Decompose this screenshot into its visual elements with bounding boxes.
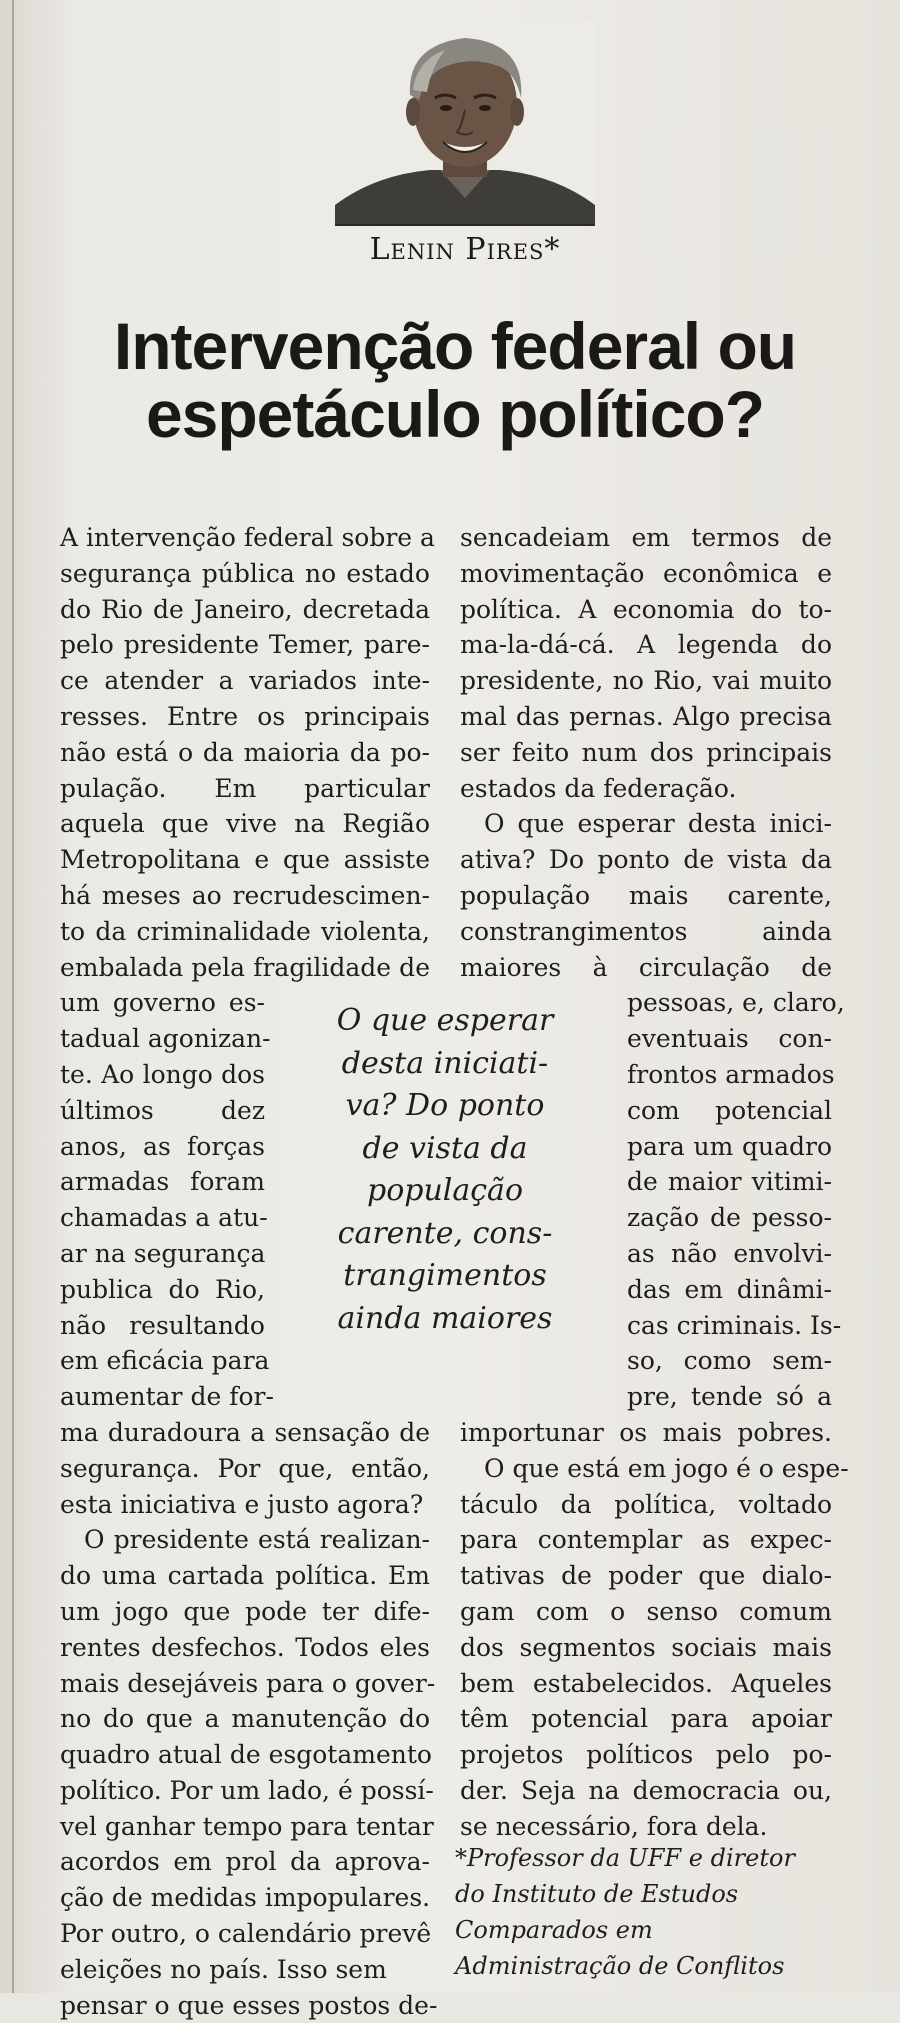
right-line: sencadeiam em termos de: [460, 523, 832, 552]
left-line: pensar o que esses postos de-: [60, 1990, 438, 2020]
left-line: aumentar de for-: [60, 1382, 274, 1412]
right-line: para um quadro: [627, 1131, 832, 1161]
left-line: O presidente está realizan-: [84, 1525, 430, 1555]
pull-quote-line: trangimentos: [343, 1258, 547, 1293]
right-line: presidente, no Rio, vai muito: [460, 666, 832, 696]
page-edge-rule: [12, 0, 14, 1993]
right-line: movimentação econômica e: [460, 558, 832, 588]
left-line: não está o da maioria da po-: [60, 737, 430, 767]
right-line: estados da federação.: [460, 773, 737, 803]
right-line: dos segmentos sociais mais: [460, 1632, 832, 1662]
author-footnote: [455, 1840, 855, 1984]
right-line: O que esperar desta inici-: [484, 809, 832, 839]
left-line: embalada pela fragilidade de: [60, 952, 430, 982]
left-line: político. Por um lado, é possí-: [60, 1775, 434, 1805]
right-line: constrangimentos ainda: [460, 916, 832, 946]
author-name: Lenin Pires*: [369, 232, 561, 267]
left-line: esta iniciativa e justo agora?: [60, 1489, 424, 1519]
left-line: anos, as forças: [60, 1131, 265, 1161]
pull-quote-line: ainda maiores: [337, 1300, 553, 1336]
photo-baseline-rule: [335, 224, 595, 226]
left-line: um governo es-: [60, 988, 265, 1018]
right-line: população mais carente,: [460, 880, 832, 910]
left-line: em eficácia para: [60, 1346, 270, 1376]
left-line: pelo presidente Temer, pare-: [60, 630, 430, 660]
right-line: de maior vitimi-: [627, 1167, 832, 1197]
right-line: tativas de poder que dialo-: [460, 1561, 832, 1591]
right-line: das em dinâmi-: [627, 1274, 832, 1304]
left-line: to da criminalidade violenta,: [60, 916, 430, 946]
left-line: segurança pública no estado: [60, 558, 430, 588]
left-line: A intervenção federal sobre a: [60, 523, 435, 552]
headline: [110, 309, 800, 451]
right-line: ser feito num dos principais: [460, 737, 832, 767]
left-line: vel ganhar tempo para tentar: [60, 1811, 434, 1841]
left-line: do uma cartada política. Em: [60, 1561, 430, 1591]
left-line: do Rio de Janeiro, decretada: [60, 594, 430, 624]
footnote-line: Administração de Conflitos: [455, 1952, 785, 1980]
left-line: aquela que vive na Região: [60, 809, 430, 839]
left-line: há meses ao recrudescimen-: [60, 880, 430, 910]
right-line: bem estabelecidos. Aqueles: [460, 1668, 832, 1698]
left-line: pulação. Em particular: [60, 773, 430, 803]
left-line: no do que a manutenção do: [60, 1704, 430, 1734]
right-line: eventuais con-: [627, 1024, 832, 1054]
pull-quote: [330, 1000, 560, 1340]
left-line: não resultando: [60, 1310, 265, 1340]
right-line: táculo da política, voltado: [460, 1489, 832, 1519]
right-line: ativa? Do ponto de vista da: [460, 845, 832, 875]
author-portrait: [335, 20, 595, 225]
pull-quote-line: va? Do ponto: [345, 1088, 545, 1123]
right-line: so, como sem-: [627, 1346, 832, 1376]
pull-quote-lines: [330, 1000, 560, 1340]
pull-quote-line: O que esperar: [336, 1003, 554, 1038]
left-line: ar na segurança: [60, 1238, 266, 1268]
right-line: têm potencial para apoiar: [460, 1704, 832, 1734]
footnote-line: Comparados em: [455, 1916, 653, 1944]
right-line: pre, tende só a: [627, 1382, 832, 1412]
left-line: chamadas a atu-: [60, 1203, 268, 1233]
right-line: zação de pesso-: [627, 1203, 832, 1233]
right-line: política. A economia do to-: [460, 594, 832, 624]
headline-line-2: espetáculo político?: [145, 377, 765, 451]
pull-quote-line: população: [366, 1173, 524, 1208]
right-line: mal das pernas. Algo precisa: [460, 701, 832, 731]
headline-line-1: Intervenção federal ou: [113, 309, 797, 383]
right-line: as não envolvi-: [627, 1238, 832, 1268]
left-line: ce atender a variados inte-: [60, 666, 430, 696]
left-line: segurança. Por que, então,: [60, 1453, 430, 1483]
right-line: projetos políticos pelo po-: [460, 1740, 832, 1770]
left-line: acordos em prol da aprova-: [60, 1847, 430, 1877]
left-line: ção de medidas impopulares.: [60, 1883, 431, 1913]
left-line: resses. Entre os principais: [60, 701, 430, 731]
footnote-line: do Instituto de Estudos: [455, 1880, 739, 1908]
right-line: der. Seja na democracia ou,: [460, 1775, 832, 1805]
right-line: para contemplar as expec-: [460, 1525, 832, 1555]
right-line: importunar os mais pobres.: [460, 1417, 832, 1447]
left-line: mais desejáveis para o gover-: [60, 1668, 436, 1698]
left-line: publica do Rio,: [60, 1274, 265, 1304]
pull-quote-line: de vista da: [362, 1130, 528, 1166]
left-line: ma duradoura a sensação de: [60, 1417, 430, 1447]
right-line: com potencial: [627, 1095, 832, 1125]
left-line: quadro atual de esgotamento: [60, 1740, 432, 1770]
left-line: Metropolitana e que assiste: [60, 845, 430, 875]
pull-quote-line: desta iniciati-: [341, 1045, 549, 1081]
left-line: eleições no país. Isso sem: [60, 1954, 387, 1984]
right-line: ma-la-dá-cá. A legenda do: [460, 630, 832, 660]
left-line: um jogo que pode ter dife-: [60, 1596, 430, 1626]
left-line: tadual agonizan-: [60, 1024, 271, 1054]
left-line: armadas foram: [60, 1167, 265, 1197]
left-line: Por outro, o calendário prevê: [60, 1919, 432, 1949]
right-line: se necessário, fora dela.: [460, 1811, 768, 1841]
right-line: cas criminais. Is-: [627, 1310, 842, 1340]
right-line: frontos armados: [627, 1059, 835, 1089]
pull-quote-line: carente, cons-: [337, 1215, 553, 1251]
left-line: rentes desfechos. Todos eles: [60, 1632, 430, 1662]
footnote-line: *Professor da UFF e diretor: [455, 1844, 795, 1872]
right-line: gam com o senso comum: [460, 1596, 832, 1626]
left-line: te. Ao longo dos: [60, 1059, 265, 1089]
right-line: maiores à circulação de: [460, 952, 832, 982]
right-line: O que está em jogo é o espe-: [484, 1453, 849, 1483]
right-line: pessoas, e, claro,: [627, 988, 845, 1018]
left-line: últimos dez: [60, 1095, 265, 1125]
